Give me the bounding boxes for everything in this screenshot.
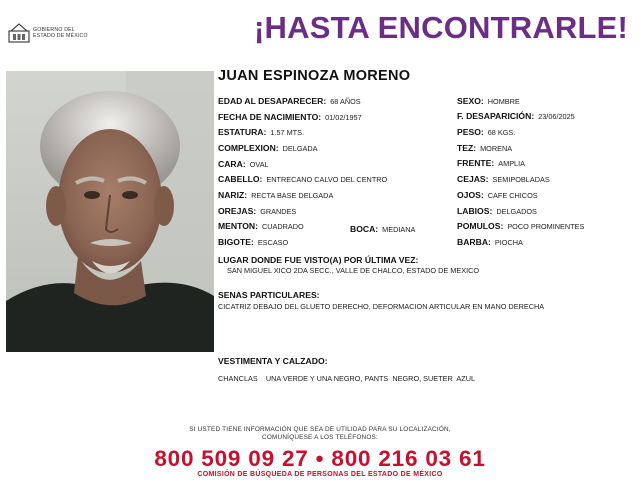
state-seal-icon xyxy=(8,22,30,44)
field-value: AMPLIA xyxy=(498,159,526,168)
field-label: BIGOTE: xyxy=(218,237,254,247)
field-value: MEDIANA xyxy=(382,225,416,234)
field-edad xyxy=(218,96,361,107)
field-label: PESO: xyxy=(457,127,484,137)
field-value: PIOCHA xyxy=(494,238,523,247)
senas-value: CICATRIZ DEBAJO DEL GLUETO DERECHO, DEFORMACION ARTICULAR EN MANO DERECHA xyxy=(218,302,545,311)
field-value: ENTRECANO CALVO DEL CENTRO xyxy=(266,175,388,184)
field-estatura xyxy=(218,127,304,138)
field-value: 68 AÑOS xyxy=(330,97,361,106)
phone-numbers: 800 509 09 27 • 800 216 03 61 xyxy=(154,446,486,471)
field-label: CEJAS: xyxy=(457,174,489,184)
field-label: OREJAS: xyxy=(218,206,257,216)
field-ojos xyxy=(457,190,538,201)
field-value: GRANDES xyxy=(260,207,297,216)
field-value: DELGADA xyxy=(282,144,318,153)
field-value: CUADRADO xyxy=(261,222,304,231)
field-label: ESTATURA: xyxy=(218,127,267,137)
person-portrait-image xyxy=(6,71,214,352)
contact-note-line-1: SI USTED TIENE INFORMACIÓN QUE SEA DE UTILIDAD PARA SU LOCALIZACIÓN, xyxy=(189,426,451,433)
field-complexion xyxy=(218,143,318,154)
field-cejas xyxy=(457,174,550,185)
field-value: POCO PROMINENTES xyxy=(507,222,585,231)
missing-person-photo xyxy=(6,71,214,352)
field-label: CARA: xyxy=(218,159,246,169)
field-label: FECHA DE NACIMIENTO: xyxy=(218,112,322,122)
field-fecha-desaparicion xyxy=(457,111,575,122)
field-value: DELGADOS xyxy=(496,207,537,216)
field-bigote xyxy=(218,237,288,248)
field-label: F. DESAPARICIÓN: xyxy=(457,111,535,121)
field-value: ESCASO xyxy=(257,238,289,247)
field-orejas xyxy=(218,206,296,217)
field-sexo xyxy=(457,96,520,107)
logo-line-2: ESTADO DE MÉXICO xyxy=(33,33,88,39)
field-peso xyxy=(457,127,515,138)
vestimenta-label: VESTIMENTA Y CALZADO: xyxy=(218,356,328,366)
field-label: EDAD AL DESAPARECER: xyxy=(218,96,327,106)
field-cara xyxy=(218,159,269,170)
field-fecha-nacimiento xyxy=(218,112,362,123)
field-label: LABIOS: xyxy=(457,206,493,216)
field-tez xyxy=(457,143,512,154)
field-frente xyxy=(457,158,525,169)
logo-line-1: GOBIERNO DEL xyxy=(33,27,75,33)
field-value: RECTA BASE DELGADA xyxy=(251,191,334,200)
field-label: CABELLO: xyxy=(218,174,263,184)
field-value: CAFE CHICOS xyxy=(487,191,538,200)
field-value: 68 KGS. xyxy=(487,128,516,137)
field-value: 01/02/1957 xyxy=(325,113,362,122)
field-labios xyxy=(457,206,537,217)
field-boca xyxy=(350,224,415,235)
field-value: MORENA xyxy=(480,144,513,153)
contact-note-line-2: COMUNÍQUESE A LOS TELÉFONOS: xyxy=(262,434,378,441)
government-logo xyxy=(8,22,118,44)
field-label: MENTON: xyxy=(218,221,258,231)
field-label: BARBA: xyxy=(457,237,491,247)
field-value: SEMIPOBLADAS xyxy=(492,175,550,184)
field-label: TEZ: xyxy=(457,143,477,153)
field-label: COMPLEXION: xyxy=(218,143,279,153)
field-value: 1.57 MTS. xyxy=(270,128,305,137)
field-label: OJOS: xyxy=(457,190,484,200)
commission-name: COMISIÓN DE BÚSQUEDA DE PERSONAS DEL ESTADO DE MÉXICO xyxy=(197,471,443,478)
person-name: JUAN ESPINOZA MORENO xyxy=(218,68,411,84)
senas-label: SENAS PARTICULARES: xyxy=(218,290,320,300)
lugar-label: LUGAR DONDE FUE VISTO(A) POR ÚLTIMA VEZ: xyxy=(218,255,419,265)
field-cabello xyxy=(218,174,387,185)
field-barba xyxy=(457,237,523,248)
field-pomulos xyxy=(457,221,584,232)
lugar-value: SAN MIGUEL XICO 2DA SECC., VALLE DE CHALCO, ESTADO DE MEXICO xyxy=(227,266,480,275)
field-label: NARIZ: xyxy=(218,190,248,200)
headline: ¡HASTA ENCONTRARLE! xyxy=(254,10,629,45)
field-label: FRENTE: xyxy=(457,158,495,168)
field-value: OVAL xyxy=(249,160,269,169)
field-label: SEXO: xyxy=(457,96,484,106)
field-label: POMULOS: xyxy=(457,221,504,231)
field-label: BOCA: xyxy=(350,224,379,234)
vestimenta-value: CHANCLAS UNA VERDE Y UNA NEGRO, PANTS NEGRO, SUETER AZUL xyxy=(218,374,476,383)
logo-text xyxy=(33,27,88,39)
field-menton xyxy=(218,221,304,232)
field-nariz xyxy=(218,190,333,201)
field-value: 23/06/2025 xyxy=(538,112,575,121)
field-value: HOMBRE xyxy=(487,97,520,106)
